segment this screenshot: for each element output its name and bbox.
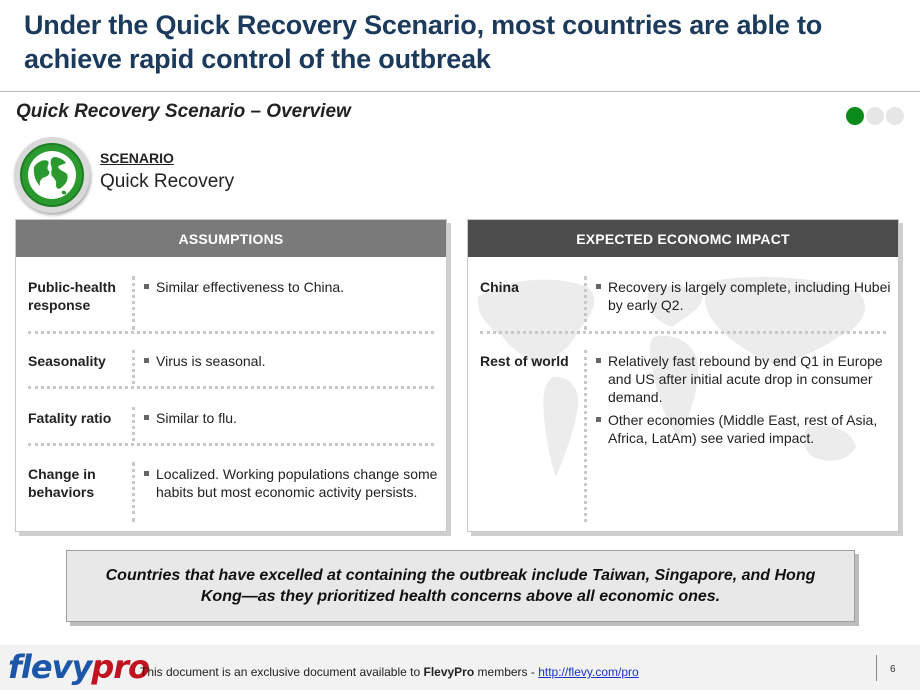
title-divider xyxy=(0,91,920,92)
impact-header: EXPECTED ECONOMC IMPACT xyxy=(468,220,898,257)
assumption-bullet: Similar to flu. xyxy=(156,410,237,426)
assumptions-header: ASSUMPTIONS xyxy=(16,220,446,257)
assumption-bullet: Localized. Working populations change some habits but most economic activity persists. xyxy=(156,466,438,500)
footer-notice: This document is an exclusive document available to FlevyPro members - http://flevy.com/pro xyxy=(140,665,639,679)
row-divider xyxy=(28,443,434,446)
globe-icon xyxy=(14,137,90,213)
assumption-label: Fatality ratio xyxy=(28,410,112,426)
row-divider xyxy=(28,386,434,389)
row-divider xyxy=(480,331,886,334)
impact-panel xyxy=(467,219,899,532)
row-divider xyxy=(28,331,434,334)
callout-text: Countries that have excelled at containing the outbreak include Taiwan, Singapore, and Hong Kong—as they prioritized health concerns above all economic ones. xyxy=(105,567,816,605)
page-number: 6 xyxy=(890,664,896,675)
impact-label: China xyxy=(480,279,519,295)
progress-dot xyxy=(866,107,884,125)
footer-divider xyxy=(876,655,877,681)
assumption-label: Public-health response xyxy=(28,279,116,313)
impact-label: Rest of world xyxy=(480,353,569,369)
impact-bullet: Recovery is largely complete, including Hubei by early Q2. xyxy=(608,279,891,313)
impact-bullet: Other economies (Middle East, rest of Asia, Africa, LatAm) see varied impact. xyxy=(608,412,878,446)
page-title: Under the Quick Recovery Scenario, most countries are able to achieve rapid control of the outbreak xyxy=(24,10,823,74)
scenario-label: SCENARIO xyxy=(100,150,174,166)
assumptions-panel xyxy=(15,219,447,532)
assumption-label: Seasonality xyxy=(28,353,106,369)
impact-bullet: Relatively fast rebound by end Q1 in Europe and US after initial acute drop in consumer demand. xyxy=(608,353,883,405)
progress-dot xyxy=(886,107,904,125)
assumption-label: Change in behaviors xyxy=(28,466,96,500)
footer-brand: FlevyPro xyxy=(423,665,475,679)
progress-dots xyxy=(846,107,904,125)
footer-link[interactable]: http://flevy.com/pro xyxy=(538,665,639,679)
column-divider xyxy=(584,350,587,522)
assumption-bullet: Similar effectiveness to China. xyxy=(156,279,345,295)
assumption-bullet: Virus is seasonal. xyxy=(156,353,266,369)
flevypro-logo: flevypro xyxy=(8,648,149,686)
key-insight-callout xyxy=(66,550,855,622)
scenario-value: Quick Recovery xyxy=(100,171,235,192)
section-subtitle: Quick Recovery Scenario – Overview xyxy=(16,101,351,122)
progress-dot-active xyxy=(846,107,864,125)
